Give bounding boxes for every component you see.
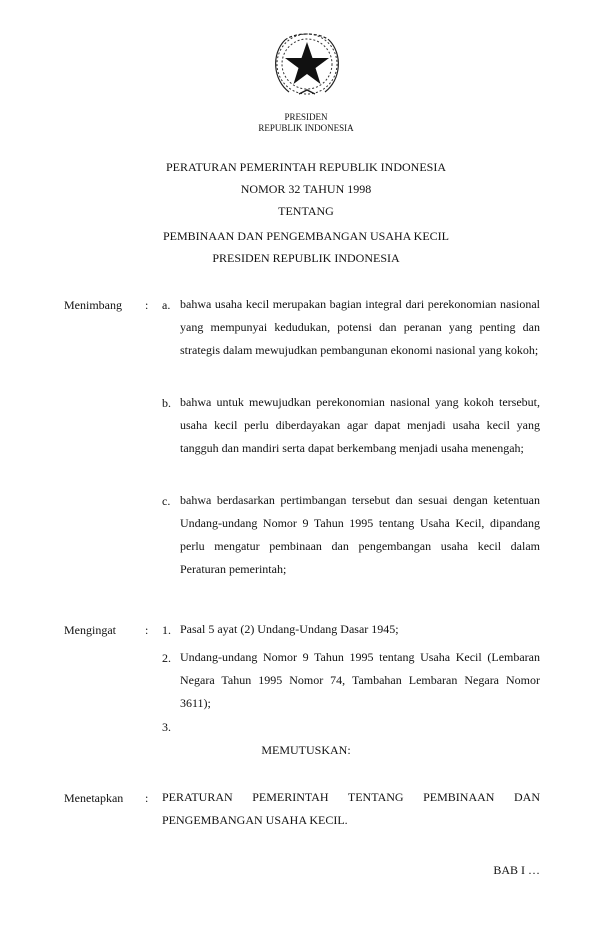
item-marker: 1. (162, 623, 171, 637)
emblem (267, 24, 347, 104)
menimbang-label: Menimbang (64, 298, 122, 312)
menimbang-colon: : (145, 298, 149, 312)
title-about: TENTANG (278, 204, 334, 218)
item-marker: a. (162, 298, 171, 312)
title-president: PRESIDEN REPUBLIK INDONESIA (212, 251, 400, 265)
item-marker: b. (162, 396, 171, 410)
header-republic: REPUBLIK INDONESIA (258, 123, 354, 133)
title-number: NOMOR 32 TAHUN 1998 (240, 182, 372, 196)
header-president: PRESIDEN (284, 112, 328, 122)
title-subject: PEMBINAAN DAN PENGEMBANGAN USAHA KECIL (162, 229, 449, 243)
page-continuation: BAB I … (493, 863, 540, 877)
mengingat-label: Mengingat (64, 623, 116, 637)
mengingat-colon: : (145, 623, 149, 637)
menetapkan-colon: : (145, 791, 149, 805)
menetapkan-label: Menetapkan (64, 791, 124, 805)
list-item: bahwa untuk mewujudkan perekonomian nasional yang kokoh tersebut, usaha kecil perlu diberdayakan agar dapat menjadi usaha kecil yang tangguh dan mandiri serta dapat berkembang menjadi usaha menengah; (180, 395, 540, 455)
list-item: bahwa berdasarkan pertimbangan tersebut dan sesuai dengan ketentuan Undang-undang Nomor 9 Tahun 1995 tentang Usaha Kecil, dipandang perlu mengatur pembinaan dan pengembangan usaha kecil dalam Peraturan pemerintah; (180, 493, 540, 576)
list-item: Pasal 5 ayat (2) Undang-Undang Dasar 1945; (180, 622, 399, 636)
memutuskan-heading: MEMUTUSKAN: (261, 743, 351, 757)
item-marker: c. (162, 494, 171, 508)
list-item: bahwa usaha kecil merupakan bagian integral dari perekonomian nasional yang mempunyai kedudukan, potensi dan peranan yang penting dan strategis dalam mewujudkan pembangunan ekonomi nasional yang kokoh; (180, 297, 540, 357)
menetapkan-text: PERATURAN PEMERINTAH TENTANG PEMBINAAN DAN PENGEMBANGAN USAHA KECIL. (162, 790, 540, 827)
item-marker: 2. (162, 651, 171, 665)
item-marker: 3. (162, 720, 171, 734)
list-item: Undang-undang Nomor 9 Tahun 1995 tentang Usaha Kecil (Lembaran Negara Tahun 1995 Nomor 74, Tambahan Lembaran Negara Nomor 3611); (180, 650, 540, 710)
star-wreath-emblem-icon (267, 24, 347, 104)
title-regulation: PERATURAN PEMERINTAH REPUBLIK INDONESIA (165, 160, 447, 174)
